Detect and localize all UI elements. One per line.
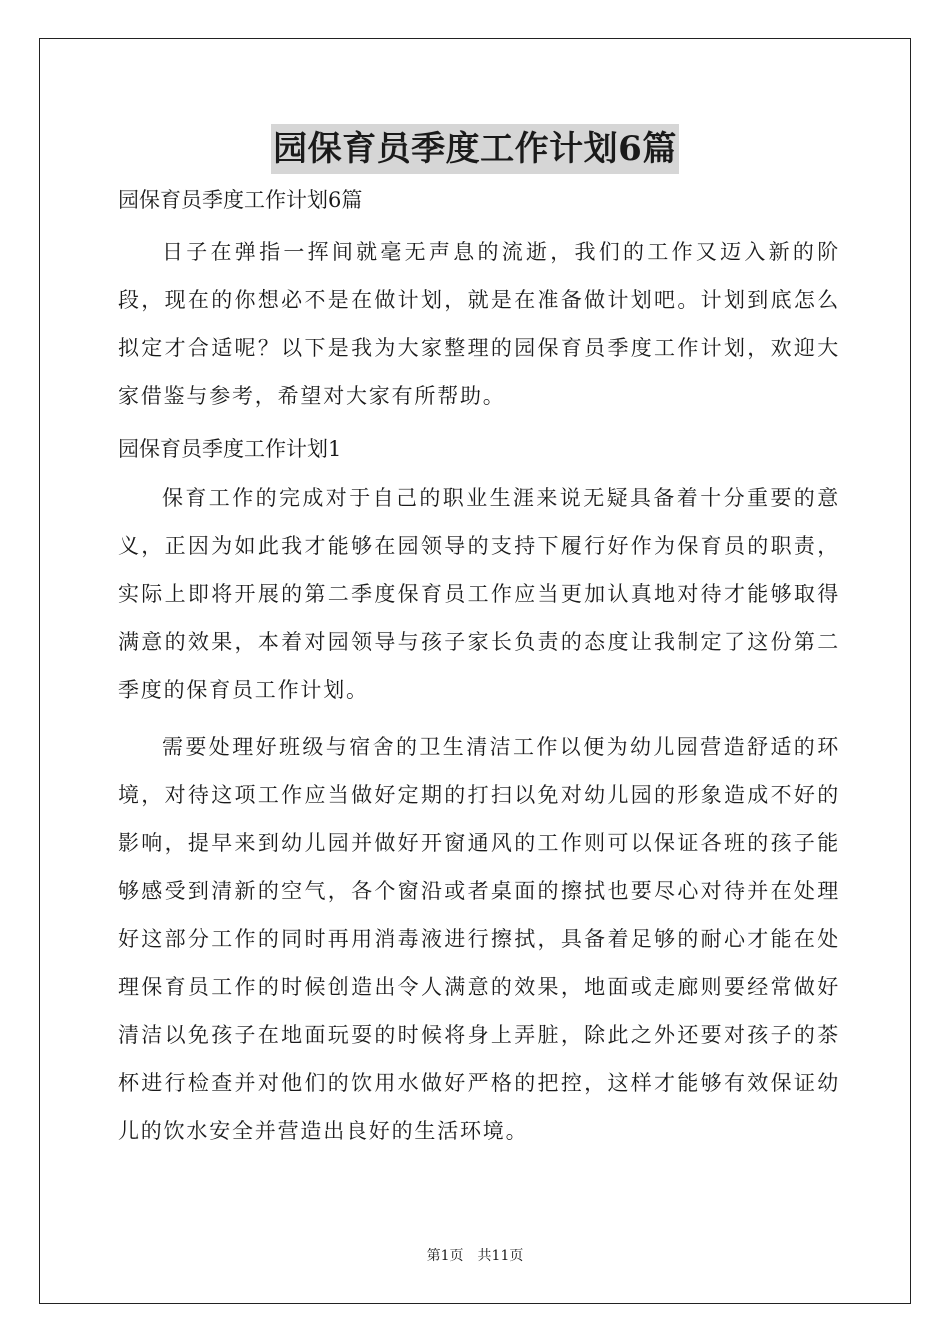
document-subtitle: 园保育员季度工作计划6篇	[118, 188, 363, 212]
title-wrap	[0, 124, 950, 174]
section1-paragraph-2: 需要处理好班级与宿舍的卫生清洁工作以便为幼儿园营造舒适的环境，对待这项工作应当做好定期的打扫以免对幼儿园的形象造成不好的影响，提早来到幼儿园并做好开窗通风的工作则可以保证各班的孩子能够感受到清新的空气，各个窗沿或者桌面的擦拭也要尽心对待并在处理好这部分工作的同时再用消毒液进行擦拭，具备着足够的耐心才能在处理保育员工作的时候创造出令人满意的效果，地面或走廊则要经常做好清洁以免孩子在地面玩耍的时候将身上弄脏，除此之外还要对孩子的茶杯进行检查并对他们的饮用水做好严格的把控，这样才能够有效保证幼儿的饮水安全并营造出良好的生活环境。	[118, 735, 840, 1143]
section-heading-1: 园保育员季度工作计划1	[118, 437, 342, 461]
page-footer: 第1页 共11页	[426, 1248, 524, 1264]
document-title: 园保育员季度工作计划6篇	[271, 124, 679, 174]
section1-paragraph-1: 保育工作的完成对于自己的职业生涯来说无疑具备着十分重要的意义，正因为如此我才能够在园领导的支持下履行好作为保育员的职责，实际上即将开展的第二季度保育员工作应当更加认真地对待才能够取得满意的效果，本着对园领导与孩子家长负责的态度让我制定了这份第二季度的保育员工作计划。	[118, 486, 840, 702]
intro-paragraph: 日子在弹指一挥间就毫无声息的流逝，我们的工作又迈入新的阶段，现在的你想必不是在做计划，就是在准备做计划吧。计划到底怎么拟定才合适呢？以下是我为大家整理的园保育员季度工作计划，欢迎大家借鉴与参考，希望对大家有所帮助。	[118, 240, 840, 408]
